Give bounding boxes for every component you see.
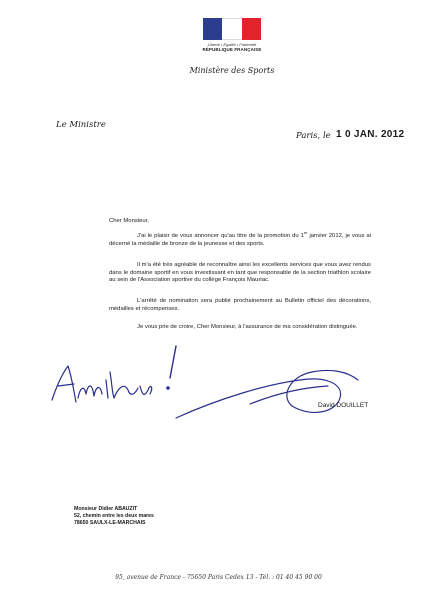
sender-title: Le Ministre	[56, 120, 106, 130]
republic-name: RÉPUBLIQUE FRANÇAISE	[202, 47, 262, 52]
paragraph-1-ordinal: er	[303, 230, 308, 236]
ministry-name: Ministère des Sports	[189, 66, 275, 75]
paragraph-1-end: janvier 2012, je vous ai décerné la médaille de bronze de la jeunesse et des sports.	[109, 233, 372, 247]
recipient-name: Monsieur Didier ABAUZIT	[74, 506, 138, 512]
place-label: Paris, le	[296, 131, 331, 141]
recipient-street: 52, chemin entre les deux mares	[74, 512, 154, 519]
paragraph-2: Il m'a été très agréable de reconnaître ainsi les excellents services que vous avez rendus dans le domaine sportif en vous investissant en tant que responsable de la section triathlon scolaire au sein de l'Association sportive du collège François Mauriac.	[109, 262, 371, 284]
republic-motto: Liberté • Égalité • Fraternité	[207, 42, 257, 47]
paragraph-3: L'arrêté de nomination sera publié prochainement au Bulletin officiel des décorations, médailles et récompenses.	[109, 298, 371, 312]
paragraph-4: Je vous prie de croire, Cher Monsieur, à l'assurance de ma considération distinguée.	[137, 324, 358, 330]
salutation: Cher Monsieur,	[109, 218, 149, 224]
ministry-address-footer: 95, avenue de France - 75650 Paris Cedex 13 - Tél. : 01 40 45 90 00	[115, 574, 322, 581]
signer-name: David DOUILLET	[318, 402, 369, 409]
letter-date-stamp: 1 0 JAN. 2012	[336, 129, 405, 140]
paragraph-1-start: J'ai le plaisir de vous annoncer qu'au titre de la promotion du 1	[137, 233, 304, 239]
recipient-address	[74, 506, 154, 526]
recipient-city: 78650 SAULX-LE-MARCHAIS	[74, 519, 146, 526]
